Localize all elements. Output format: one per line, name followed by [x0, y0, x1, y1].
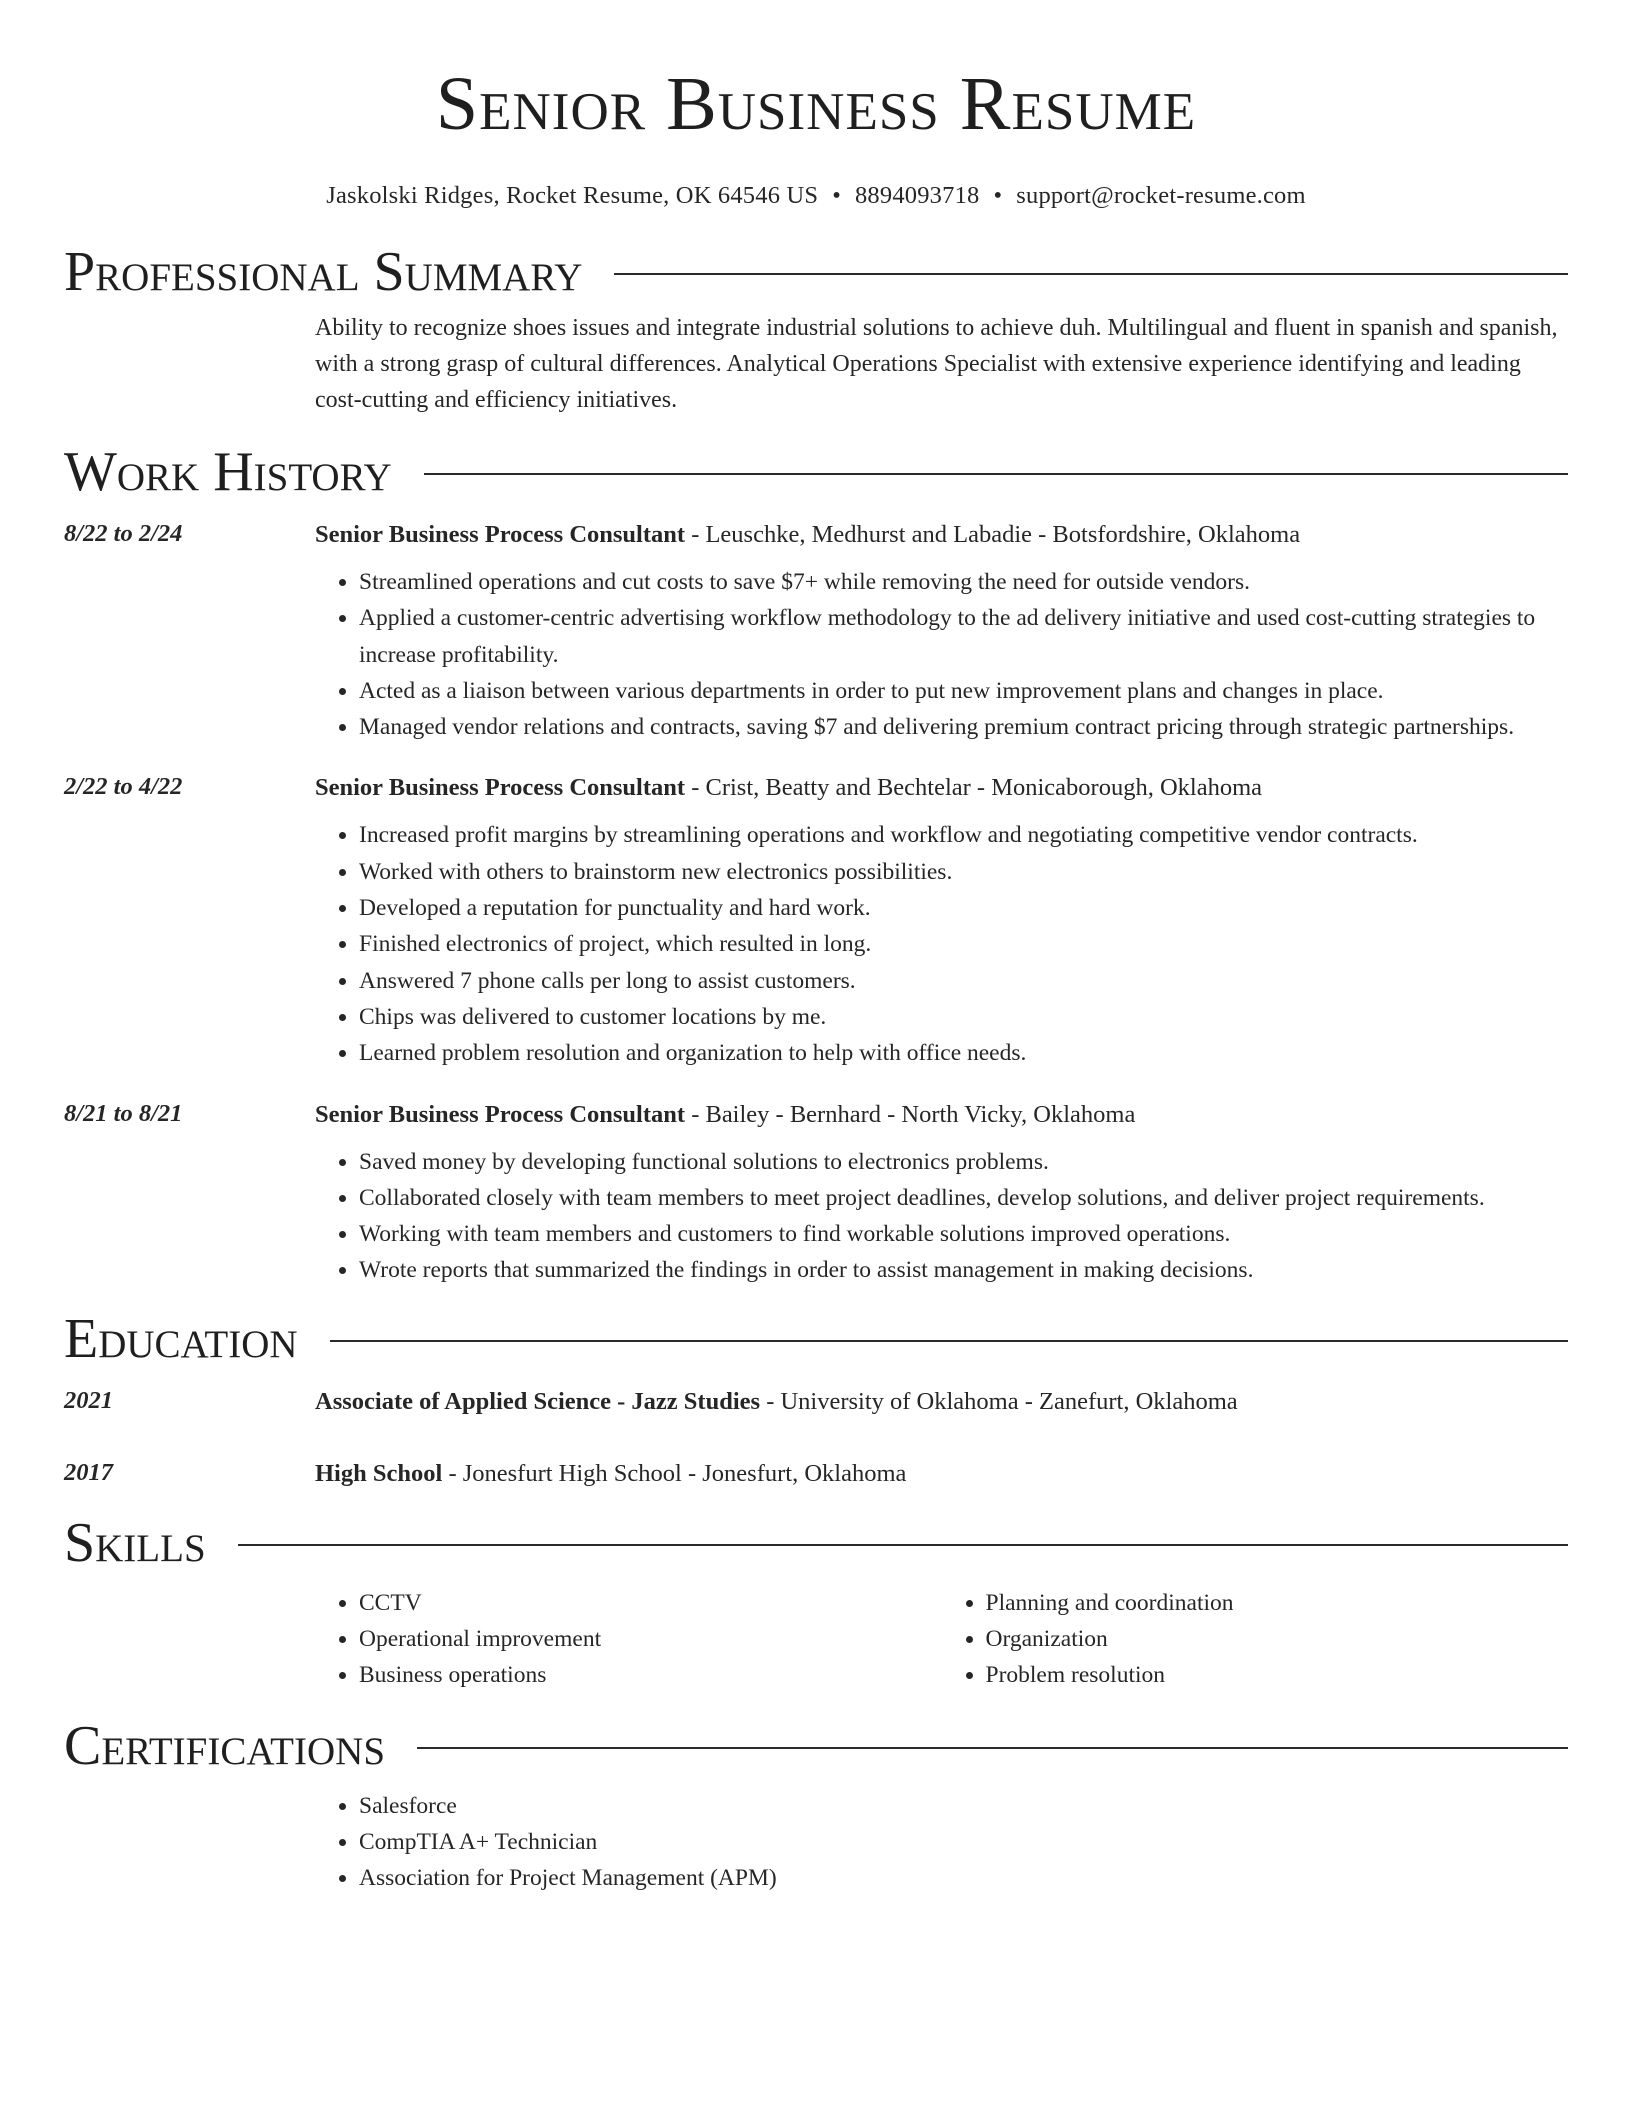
list-item: • Finished electronics of project, which resulted in long.	[359, 926, 1568, 962]
skills-heading: Skills	[64, 1511, 206, 1574]
job-dates: 8/21 to 8/21	[64, 1099, 183, 1127]
education-details: - University of Oklahoma - Zanefurt, Oklahoma	[760, 1387, 1238, 1415]
section-divider	[330, 1340, 1568, 1342]
education-body	[315, 1387, 1568, 1417]
list-item: • Working with team members and customers to find workable solutions improved operations.	[359, 1216, 1568, 1252]
job-title-line	[315, 1100, 1568, 1130]
contact-address: Jaskolski Ridges, Rocket Resume, OK 64546 US	[326, 182, 819, 209]
skill-item: • Operational improvement	[359, 1621, 942, 1657]
education-heading: Education	[64, 1307, 298, 1370]
education-year: 2021	[64, 1386, 113, 1414]
job-role: Senior Business Process Consultant	[315, 521, 686, 548]
skill-item: • Business operations	[359, 1657, 942, 1693]
job-entry	[64, 520, 1568, 745]
education-year: 2017	[64, 1458, 113, 1486]
skill-item: • Organization	[986, 1621, 1569, 1657]
section-divider	[238, 1544, 1568, 1546]
job-bullets	[315, 817, 1568, 1071]
list-item: • Answered 7 phone calls per long to assist customers.	[359, 963, 1568, 999]
education-details: - Jonesfurt High School - Jonesfurt, Oklahoma	[442, 1459, 907, 1487]
certification-item: • Salesforce	[359, 1788, 1568, 1824]
section-divider	[614, 273, 1568, 275]
section-divider	[424, 473, 1568, 475]
list-item: • Worked with others to brainstorm new electronics possibilities.	[359, 854, 1568, 890]
job-body	[315, 773, 1568, 1071]
summary-text: Ability to recognize shoes issues and integrate industrial solutions to achieve duh. Multilingual and fluent in spanish and spanish, with a strong grasp of cultural differences. Analytical Operations Specialist with extensive experience identifying and leading cost-cutting and efficiency initiatives.	[315, 315, 1558, 413]
job-dates: 8/22 to 2/24	[64, 520, 183, 547]
skill-item: • Planning and coordination	[986, 1585, 1569, 1621]
summary-section-header	[64, 241, 1568, 303]
certifications-section-header	[64, 1714, 1568, 1777]
education-degree: High School	[315, 1459, 443, 1487]
education-body	[315, 1459, 1568, 1489]
list-item: • Chips was delivered to customer locations by me.	[359, 999, 1568, 1035]
certification-item: • Association for Project Management (APM)	[359, 1860, 1568, 1896]
job-details: - Leuschke, Medhurst and Labadie - Botsfordshire, Oklahoma	[685, 521, 1301, 548]
job-body	[315, 520, 1568, 745]
skill-item: • Problem resolution	[986, 1657, 1569, 1693]
job-role: Senior Business Process Consultant	[315, 774, 686, 802]
list-item: • Wrote reports that summarized the findings in order to assist management in making decisions.	[359, 1252, 1568, 1288]
certification-item: • CompTIA A+ Technician	[359, 1824, 1568, 1860]
job-title-line	[315, 520, 1568, 550]
certifications-list-wrap	[315, 1788, 1568, 1897]
list-item: • Learned problem resolution and organization to help with office needs.	[359, 1035, 1568, 1071]
skills-column-right	[942, 1585, 1569, 1694]
skills-list	[315, 1585, 1568, 1694]
certifications-list	[315, 1788, 1568, 1897]
skills-section-header	[64, 1511, 1568, 1574]
contact-separator: •	[993, 182, 1003, 209]
job-role: Senior Business Process Consultant	[315, 1100, 686, 1128]
job-entry	[64, 773, 1568, 1071]
education-entry	[64, 1387, 1568, 1417]
contact-phone: 8894093718	[854, 182, 980, 209]
job-details: - Bailey - Bernhard - North Vicky, Oklahoma	[685, 1100, 1136, 1128]
list-item: • Streamlined operations and cut costs to save $7+ while removing the need for outside vendors.	[359, 564, 1568, 600]
job-title-line	[315, 773, 1568, 803]
education-section-header	[64, 1307, 1568, 1370]
list-item: • Saved money by developing functional solutions to electronics problems.	[359, 1144, 1568, 1180]
education-entry	[64, 1459, 1568, 1489]
section-divider	[417, 1747, 1568, 1749]
contact-email: support@rocket-resume.com	[1016, 182, 1306, 209]
list-item: • Acted as a liaison between various departments in order to put new improvement plans and changes in place.	[359, 673, 1568, 709]
education-degree: Associate of Applied Science - Jazz Studies	[315, 1387, 761, 1415]
list-item: • Collaborated closely with team members to meet project deadlines, develop solutions, and deliver project requirements.	[359, 1180, 1568, 1216]
list-item: • Developed a reputation for punctuality and hard work.	[359, 890, 1568, 926]
skill-item: • CCTV	[359, 1585, 942, 1621]
resume-title: Senior Business Resume	[435, 62, 1197, 146]
job-entry	[64, 1100, 1568, 1289]
list-item: • Increased profit margins by streamlining operations and workflow and negotiating competitive vendor contracts.	[359, 817, 1568, 853]
job-body	[315, 1100, 1568, 1289]
job-bullets	[315, 1144, 1568, 1289]
list-item: • Applied a customer-centric advertising workflow methodology to the ad delivery initiative and used cost-cutting strategies to increase profitability.	[359, 600, 1568, 673]
summary-heading: Professional Summary	[64, 241, 583, 303]
job-bullets	[315, 564, 1568, 745]
contact-separator: •	[832, 182, 841, 209]
contact-line	[64, 182, 1568, 210]
list-item: • Managed vendor relations and contracts, saving $7 and delivering premium contract pricing through strategic partnerships.	[359, 709, 1568, 745]
skills-column-left	[315, 1585, 942, 1694]
job-details: - Crist, Beatty and Bechtelar - Monicaborough, Oklahoma	[685, 774, 1263, 802]
certifications-heading: Certifications	[64, 1714, 386, 1777]
work-section-header	[64, 441, 1568, 503]
work-heading: Work History	[64, 441, 392, 503]
job-dates: 2/22 to 4/22	[64, 773, 183, 801]
